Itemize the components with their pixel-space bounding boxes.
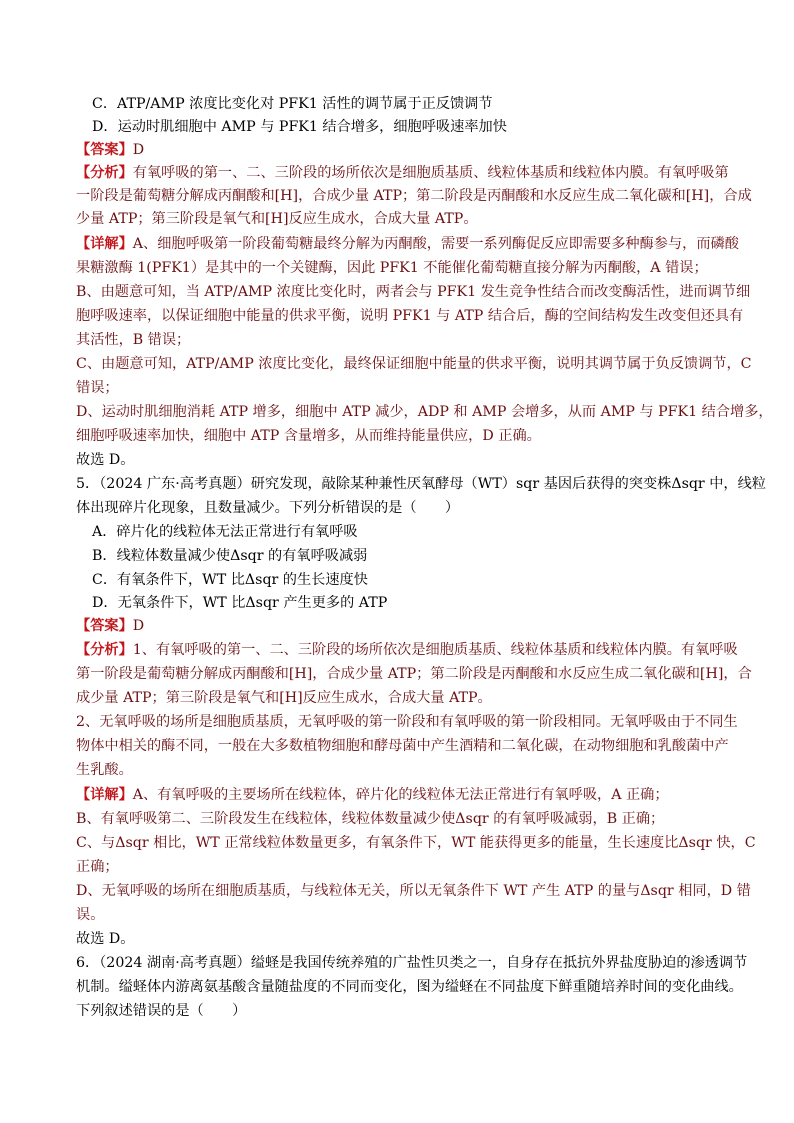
q5-detail-line-5: D、无氧呼吸的场所在细胞质基质，与线粒体无关，所以无氧条件下 WT 产生 ATP 的量与Δsqr 相同，D 错 xyxy=(76,883,751,899)
q4-detail-line-7: 错误； xyxy=(76,380,119,396)
q5-stem-line-2: 体出现碎片化现象，且数量减少。下列分析错误的是（ ） xyxy=(76,500,460,516)
answer-value: D xyxy=(132,618,145,634)
q5-stem-line-1: 5．（2024 广东·高考真题）研究发现，敲除某种兼性厌氧酵母（WT）sqr 基因后获得的突变株Δsqr 中，线粒 xyxy=(76,476,766,492)
q6-stem-line-3: 下列叙述错误的是（ ） xyxy=(76,1003,247,1019)
q4-detail-line-9: 细胞呼吸速率加快，细胞中 ATP 含量增多，从而维持能量供应，D 正确。 xyxy=(76,428,541,444)
answer-tag: 【答案】 xyxy=(76,142,133,158)
q5-detail-line-4: 正确； xyxy=(76,859,119,875)
q5-option-c: C．有氧条件下，WT 比Δsqr 的生长速度快 xyxy=(92,572,368,588)
q4-analysis-line-1: 【分析】有氧呼吸的第一、二、三阶段的场所依次是细胞质基质、线粒体基质和线粒体内膜。有氧呼吸第 xyxy=(76,165,729,181)
q5-analysis-line-2: 第一阶段是葡萄糖分解成丙酮酸和[H]，合成少量 ATP；第二阶段是丙酮酸和水反应生成二氧化碳和[H]，合 xyxy=(76,666,752,682)
q4-detail-line-5: 其活性，B 错误； xyxy=(76,332,191,348)
q5-option-d: D．无氧条件下，WT 比Δsqr 产生更多的 ATP xyxy=(92,595,388,611)
analysis-tag: 【分析】 xyxy=(76,642,133,658)
detail-tag: 【详解】 xyxy=(76,236,133,252)
q4-analysis-line-3: 少量 ATP；第三阶段是氧气和[H]反应生成水，合成大量 ATP。 xyxy=(76,211,478,227)
q4-detail-line-4: 胞呼吸速率，以保证细胞中能量的供求平衡，说明 PFK1 与 ATP 结合后，酶的空间结构发生改变但还具有 xyxy=(76,308,744,324)
q5-analysis-line-4: 2、无氧呼吸的场所是细胞质基质，无氧呼吸的第一阶段和有氧呼吸的第一阶段相同。无氧呼吸由于不同生 xyxy=(76,714,738,730)
q4-detail-line-2: 果糖激酶 1(PFK1）是其中的一个关键酶，因此 PFK1 不能催化葡萄糖直接分解为丙酮酸，A 错误； xyxy=(76,260,708,276)
detail-tag: 【详解】 xyxy=(76,787,133,803)
q5-analysis-line-1: 【分析】1、有氧呼吸的第一、二、三阶段的场所依次是细胞质基质、线粒体基质和线粒体内膜。有氧呼吸 xyxy=(76,642,738,658)
q5-answer xyxy=(76,615,144,637)
q4-detail-line-1: 【详解】A、细胞呼吸第一阶段葡萄糖最终分解为丙酮酸，需要一系列酶促反应即需要多种酶参与，而磷酸 xyxy=(76,236,739,252)
answer-tag: 【答案】 xyxy=(76,618,133,634)
q4-detail-line-6: C、由题意可知，ATP/AMP 浓度比变化，最终保证细胞中能量的供求平衡，说明其调节属于负反馈调节，C xyxy=(76,356,752,372)
q5-detail-line-3: C、与Δsqr 相比，WT 正常线粒体数量更多，有氧条件下，WT 能获得更多的能量，生长速度比Δsqr 快，C xyxy=(76,835,756,851)
answer-value: D xyxy=(132,142,145,158)
q5-option-b: B．线粒体数量减少使Δsqr 的有氧呼吸减弱 xyxy=(92,548,368,564)
q4-answer xyxy=(76,139,144,161)
q5-analysis-line-6: 生乳酸。 xyxy=(76,762,133,778)
q5-analysis-line-3: 成少量 ATP；第三阶段是氧气和[H]反应生成水，合成大量 ATP。 xyxy=(76,690,492,706)
q5-conclusion: 故选 D。 xyxy=(76,931,135,947)
q4-option-c: C．ATP/AMP 浓度比变化对 PFK1 活性的调节属于正反馈调节 xyxy=(92,96,493,112)
q5-detail-line-2: B、有氧呼吸第二、三阶段发生在线粒体，线粒体数量减少使Δsqr 的有氧呼吸减弱，B 正确； xyxy=(76,811,665,827)
q5-detail-line-1: 【详解】A、有氧呼吸的主要场所在线粒体，碎片化的线粒体无法正常进行有氧呼吸，A 正确； xyxy=(76,787,669,803)
q4-detail-line-8: D、运动时肌细胞消耗 ATP 增多，细胞中 ATP 减少，ADP 和 AMP 会增多，从而 AMP 与 PFK1 结合增多， xyxy=(76,404,773,420)
q6-stem-line-2: 机制。缢蛏体内游离氨基酸含量随盐度的不同而变化，图为缢蛏在不同盐度下鲜重随培养时间的变化曲线。 xyxy=(76,979,743,995)
q6-stem-line-1: 6．（2024 湖南·高考真题）缢蛏是我国传统养殖的广盐性贝类之一，自身存在抵抗外界盐度胁迫的渗透调节 xyxy=(76,955,748,971)
q4-detail-line-3: B、由题意可知，当 ATP/AMP 浓度比变化时，两者会与 PFK1 发生竞争性结合而改变酶活性，进而调节细 xyxy=(76,284,751,300)
q5-detail-line-6: 误。 xyxy=(76,907,105,923)
q5-option-a: A．碎片化的线粒体无法正常进行有氧呼吸 xyxy=(92,524,358,540)
q5-analysis-line-5: 物体中相关的酶不同，一般在大多数植物细胞和酵母菌中产生酒精和二氧化碳，在动物细胞和乳酸菌中产 xyxy=(76,738,729,754)
q4-conclusion: 故选 D。 xyxy=(76,452,135,468)
q4-option-d: D．运动时肌细胞中 AMP 与 PFK1 结合增多，细胞呼吸速率加快 xyxy=(92,119,507,135)
q4-analysis-line-2: 一阶段是葡萄糖分解成丙酮酸和[H]，合成少量 ATP；第二阶段是丙酮酸和水反应生成二氧化碳和[H]，合成 xyxy=(76,188,752,204)
analysis-tag: 【分析】 xyxy=(76,165,133,181)
